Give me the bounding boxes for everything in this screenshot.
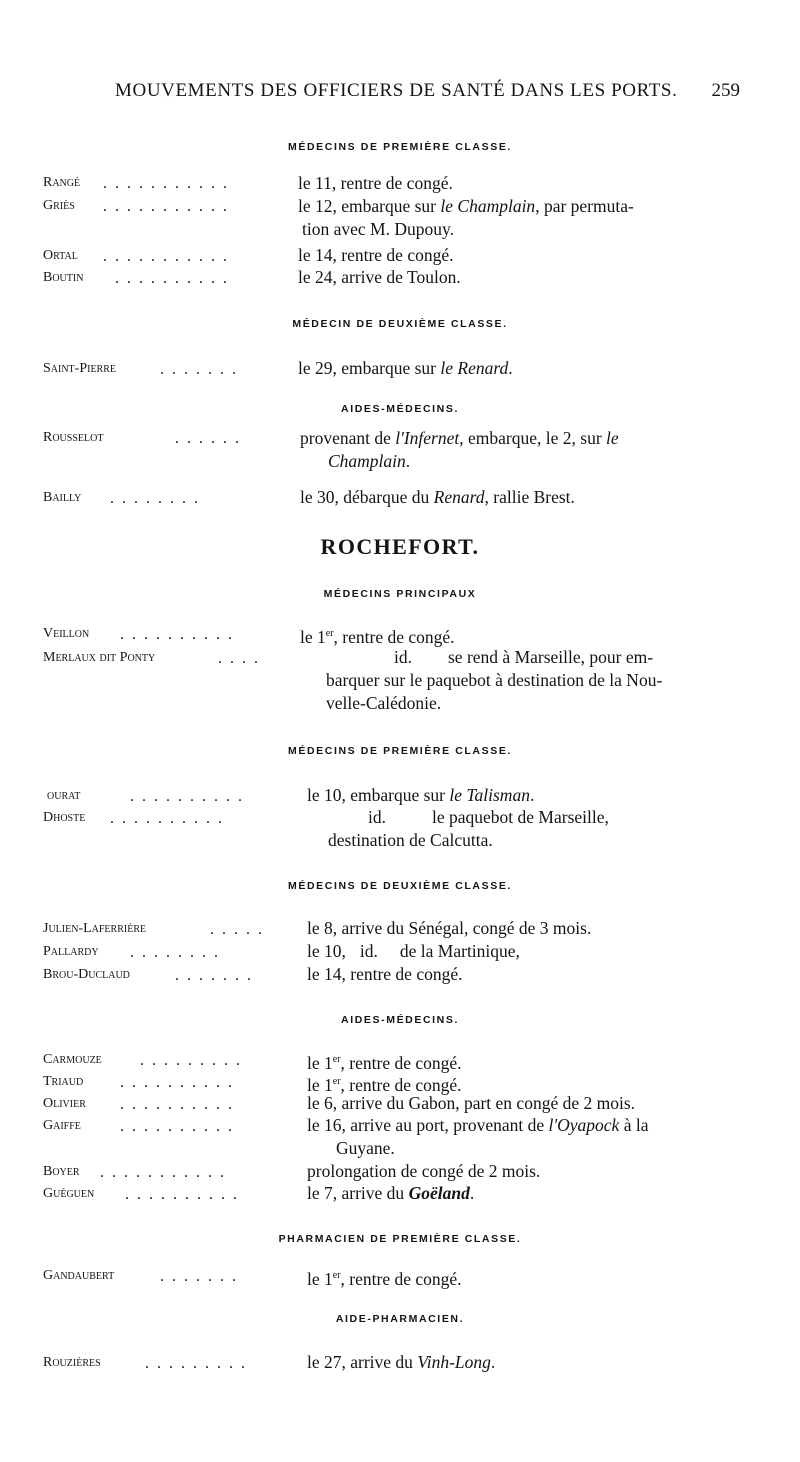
leader-dots: . . . . . . . . . . bbox=[120, 1118, 234, 1135]
section-heading-medecins-deuxieme-classe: MÉDECINS DE DEUXIÈME CLASSE. bbox=[288, 880, 512, 892]
entry-name-veillon: Veillon bbox=[43, 626, 90, 641]
entry-text-courat: le 10, embarque sur le Talisman. bbox=[307, 785, 535, 805]
entry-text-gandaubert: le 1er, rentre de congé. bbox=[307, 1268, 462, 1289]
entry-name-triaud: Triaud bbox=[43, 1074, 84, 1089]
entry-name-rouzieres: Rouzières bbox=[43, 1355, 101, 1370]
entry-text-rouzieres: le 27, arrive du Vinh-Long. bbox=[307, 1352, 496, 1372]
entry-text-veillon: le 1er, rentre de congé. bbox=[300, 626, 455, 647]
entry-text-gries: le 12, embarque sur le Champlain, par permuta- tion avec M. Dupouy. bbox=[298, 196, 634, 239]
entry-name-rousselot: Rousselot bbox=[43, 430, 104, 445]
leader-dots: . . . . . . . . bbox=[130, 944, 220, 961]
section-heading-aides-medecins: AIDES-MÉDECINS. bbox=[341, 1014, 459, 1026]
entry-name-julien-laferriere: Julien-Laferrière bbox=[43, 921, 147, 936]
page-number: 259 bbox=[711, 80, 740, 101]
entry-name-gries: Griès bbox=[43, 198, 75, 213]
entry-name-olivier: Olivier bbox=[43, 1096, 86, 1111]
leader-dots: . . . . . . . . . . bbox=[125, 1186, 239, 1203]
entry-name-merlaux-dit-ponty: Merlaux dit Ponty bbox=[43, 650, 156, 665]
leader-dots: . . . . . . . . . . bbox=[110, 810, 224, 827]
leader-dots: . . . . . . . bbox=[160, 361, 238, 378]
section-heading-medecins-principaux: MÉDECINS PRINCIPAUX bbox=[323, 588, 477, 600]
leader-dots: . . . . . . . . . bbox=[140, 1052, 242, 1069]
section-heading-aides-medecins: AIDES-MÉDECINS. bbox=[341, 403, 459, 415]
leader-dots: . . . . . . . bbox=[160, 1268, 238, 1285]
leader-dots: . . . . . . bbox=[175, 430, 241, 447]
entry-name-range: Rangé bbox=[43, 175, 81, 190]
entry-text-pallardy: le 10, id. de la Martinique, bbox=[307, 941, 520, 961]
entry-text-olivier: le 6, arrive du Gabon, part en congé de 2 mois. bbox=[307, 1093, 636, 1113]
entry-name-brou-duclaud: Brou-Duclaud bbox=[43, 967, 130, 982]
section-heading-medecins-premiere-classe: MÉDECINS DE PREMIÈRE CLASSE. bbox=[288, 745, 512, 757]
entry-text-carmouze: le 1er, rentre de congé. bbox=[307, 1052, 462, 1073]
entry-name-gaiffe: Gaiffe bbox=[43, 1118, 81, 1133]
leader-dots: . . . . . . . . bbox=[110, 490, 200, 507]
entry-text-boutin: le 24, arrive de Toulon. bbox=[298, 267, 461, 287]
running-title: MOUVEMENTS DES OFFICIERS DE SANTÉ DANS LES PORTS. bbox=[115, 80, 678, 101]
leader-dots: . . . . bbox=[218, 650, 260, 667]
entry-text-rousselot: provenant de l'Infernet, embarque, le 2, sur le Champlain. bbox=[300, 428, 619, 471]
entry-text-range: le 11, rentre de congé. bbox=[298, 173, 453, 193]
entry-text-bailly: le 30, débarque du Renard, rallie Brest. bbox=[300, 487, 575, 507]
leader-dots: . . . . . . . . . . bbox=[130, 788, 244, 805]
entry-name-bailly: Bailly bbox=[43, 490, 82, 505]
entry-name-pallardy: Pallardy bbox=[43, 944, 99, 959]
running-header bbox=[115, 80, 740, 110]
leader-dots: . . . . . . . bbox=[175, 967, 253, 984]
leader-dots: . . . . . bbox=[210, 921, 264, 938]
port-title-rochefort: ROCHEFORT. bbox=[320, 534, 480, 559]
entry-text-gueguen: le 7, arrive du Goëland. bbox=[307, 1183, 475, 1203]
section-heading-pharmacien-premiere-classe: PHARMACIEN DE PREMIÈRE CLASSE. bbox=[278, 1233, 522, 1245]
leader-dots: . . . . . . . . . . bbox=[120, 1096, 234, 1113]
entry-name-gandaubert: Gandaubert bbox=[43, 1268, 115, 1283]
leader-dots: . . . . . . . . . . . bbox=[100, 1164, 226, 1181]
entry-name-saint-pierre: Saint-Pierre bbox=[43, 361, 117, 376]
entry-name-boutin: Boutin bbox=[43, 270, 84, 285]
entry-text-brou: le 14, rentre de congé. bbox=[307, 964, 463, 984]
entry-text-julien: le 8, arrive du Sénégal, congé de 3 mois. bbox=[307, 918, 592, 938]
section-heading-medecin-deuxieme-classe: MÉDECIN DE DEUXIÈME CLASSE. bbox=[292, 318, 508, 330]
section-heading-medecins-premiere-classe: MÉDECINS DE PREMIÈRE CLASSE. bbox=[288, 141, 512, 153]
entry-text-saint-pierre: le 29, embarque sur le Renard. bbox=[298, 358, 513, 378]
entry-text-merlaux: id. se rend à Marseille, pour em- barquer sur le paquebot à destination de la Nou- velle-Calédonie. bbox=[326, 647, 663, 713]
entry-name-boyer: Boyer bbox=[43, 1164, 80, 1179]
entry-name-ortal: Ortal bbox=[43, 248, 78, 263]
leader-dots: . . . . . . . . . bbox=[145, 1355, 247, 1372]
entry-name-courat: ourat bbox=[47, 788, 81, 803]
leader-dots: . . . . . . . . . . . bbox=[103, 198, 229, 215]
entry-text-ortal: le 14, rentre de congé. bbox=[298, 245, 454, 265]
entry-name-carmouze: Carmouze bbox=[43, 1052, 102, 1067]
section-heading-aide-pharmacien: AIDE-PHARMACIEN. bbox=[335, 1313, 465, 1325]
entry-text-boyer: prolongation de congé de 2 mois. bbox=[307, 1161, 541, 1181]
entry-name-gueguen: Guéguen bbox=[43, 1186, 95, 1201]
leader-dots: . . . . . . . . . . bbox=[120, 1074, 234, 1091]
leader-dots: . . . . . . . . . . bbox=[120, 626, 234, 643]
entry-text-dhoste: id. le paquebot de Marseille, destination de Calcutta. bbox=[328, 807, 609, 850]
leader-dots: . . . . . . . . . . . bbox=[103, 248, 229, 265]
leader-dots: . . . . . . . . . . bbox=[115, 270, 229, 287]
entry-text-triaud: le 1er, rentre de congé. bbox=[307, 1074, 462, 1095]
entry-text-gaiffe: le 16, arrive au port, provenant de l'Oyapock à la Guyane. bbox=[307, 1115, 649, 1158]
leader-dots: . . . . . . . . . . . bbox=[103, 175, 229, 192]
entry-name-dhoste: Dhoste bbox=[43, 810, 86, 825]
